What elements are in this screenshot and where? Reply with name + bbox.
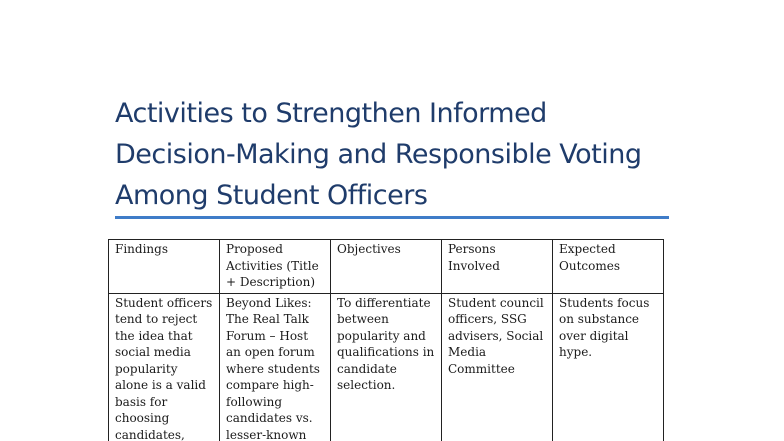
header-findings: Findings <box>109 240 220 294</box>
cell-objectives: To differentiate between popularity and qualifications in candidate selection. <box>331 293 442 441</box>
header-persons-involved: Persons Involved <box>442 240 553 294</box>
table-row <box>109 293 664 441</box>
table-header-row <box>109 240 664 294</box>
cell-proposed-activities: Beyond Likes: The Real Talk Forum – Host an open forum where students compare high-following candidates vs. lesser-known <box>220 293 331 441</box>
cell-findings: Student officers tend to reject the idea that social media popularity alone is a valid basis for choosing candidates, <box>109 293 220 441</box>
header-proposed-activities: Proposed Activities (Title + Description) <box>220 240 331 294</box>
header-objectives: Objectives <box>331 240 442 294</box>
cell-expected-outcomes: Students focus on substance over digital hype. <box>553 293 664 441</box>
title-underline <box>115 216 669 219</box>
activities-table <box>108 239 664 441</box>
slide-title: Activities to Strengthen Informed Decision-Making and Responsible Voting Among Student Officers <box>115 98 642 211</box>
cell-persons-involved: Student council officers, SSG advisers, Social Media Committee <box>442 293 553 441</box>
header-expected-outcomes: Expected Outcomes <box>553 240 664 294</box>
